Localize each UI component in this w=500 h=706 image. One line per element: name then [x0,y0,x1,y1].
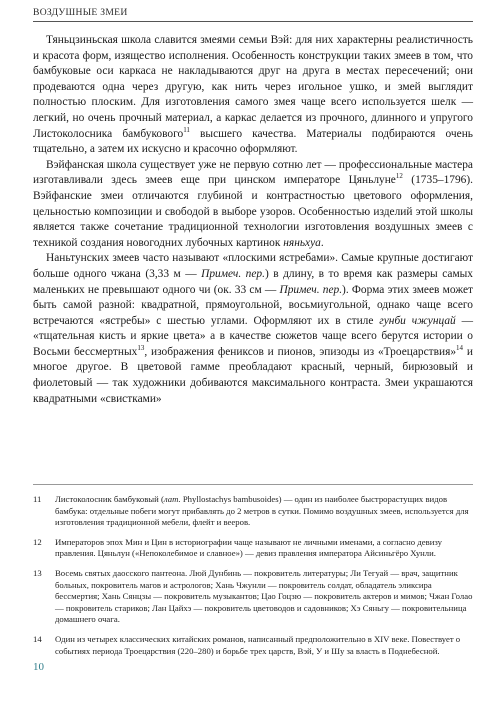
footnote-text: Восемь святых даосского пантеона. Люй Дунбинь — покровитель литературы; Ли Тегуай — врач, защитник больных, покровитель магов и астрологов; Хань Чжунли — покровитель солдат, обладатель эликсира бессмертия; Хань Сянцзы — покровитель музыкантов; Цао Гоцзю — покровитель актеров и мимов; Чжан Голао — покровитель стариков; Лан Цайхэ — покровитель цветоводов и садовников; Хэ Сяньгу — покровительница домашнего очага. [55,567,473,625]
footnote-number: 14 [33,633,42,644]
running-head: ВОЗДУШНЫЕ ЗМЕИ [33,7,128,18]
footnotes [33,494,473,665]
footnote-ref-14: 14 [456,344,464,353]
paragraph-tianjin: Тяньцзиньская школа славится змеями семьи Вэй: для них характерны реалистичность и красота форм, изящество исполнения. Особенность конструкции таких змеев в том, что бамбуковые оси каркаса не накладываются друг на друга в местах пересечений; они продеваются одна через другую, как нить через игольное ушко, и змей выглядит полностью плоским. Для изготовления самого змея чаще всего используется шелк — легкий, но очень прочный материал, а каркас делается из прочного, длинного и упругого Листоколосника бамбукового$^{11}$ высшего качества. Материалы подбираются очень тщательно, а затем их искусно и красочно оформляют. [33,34,473,156]
footnote-text: Листоколосник бамбуковый (лат. Phyllostachys bambusoides) — один из наиболее быстрорастущих видов бамбука: отдельные побеги могут прибавлять до 2 метров в сутки. Помимо воздушных змеев, используется для изготовления традиционной мебели, флейт и вееров. [55,494,469,528]
page-number: 10 [33,661,44,673]
footnote-13 [33,568,473,626]
footnote-14 [33,634,473,657]
main-text [33,33,473,407]
footnote-11 [33,494,473,529]
paragraph-weifang: Вэйфанская школа существует уже не первую сотню лет — профессиональные мастера изготавливали здесь змеев еще при цинском императоре Цяньлуне$^{12}$ (1735–1796). Вэйфанские змеи отличаются глубиной и контрастностью цветового оформления, цельностью композиции и свободой в выборе узоров. Особенностью изделий этой школы является также сочетание традиционной технологии изготовления воздушных змеев с техникой создания новогодних лубочных картинок няньхуа. [33,158,474,249]
footnote-12 [33,537,473,560]
footnote-number: 13 [33,567,42,578]
footnote-separator [33,484,473,485]
footnote-ref-11: 11 [183,125,190,134]
footnote-ref-12: 12 [395,172,403,181]
footnote-ref-13: 13 [137,344,145,353]
footnote-text: Один из четырех классических китайских романов, написанный предположительно в XIV веке. Повествует о событиях периода Троецарствия (220–280) и борьбе трех царств, Вэй, У и Шу за власть в Поднебесной. [55,633,461,656]
footnote-number: 11 [33,494,42,504]
paragraph-nantong: Наньтунских змеев часто называют «плоскими ястребами». Самые крупные достигают больше одного чжана (3,33 м — Примеч. пер.) в длину, в то время как размеры самых маленьких не превышают одного чи (ок. 33 см — Примеч. пер.). Форма этих змеев может быть самой разной: квадратной, прямоугольной, восьмиугольной, однако чаще всего встречаются «ястребы» с шестью углами. Оформляют их в стиле гунби чжунцай — «тщательная кисть и яркие цвета» а в качестве сюжетов чаще всего берутся истории о Восьми бессмертных$^{13}$, изображения фениксов и пионов, эпизоды из «Троецарствия»$^{14}$ и многое другое. В цветовой гамме преобладают красный, черный, бирюзовый и фиолетовый — так художники добиваются максимального контраста. Змеи украшаются квадратными «свистками» [33,252,473,405]
footnote-text: Императоров эпох Мин и Цин в историографии чаще называют не личными именами, а согласно девизу правления. Цяньлун («Непоколебимое и славное») — девиз правления императора Айсиньгёро Хунли. [55,536,442,559]
footnote-number: 12 [33,536,42,547]
header-rule [33,21,473,22]
